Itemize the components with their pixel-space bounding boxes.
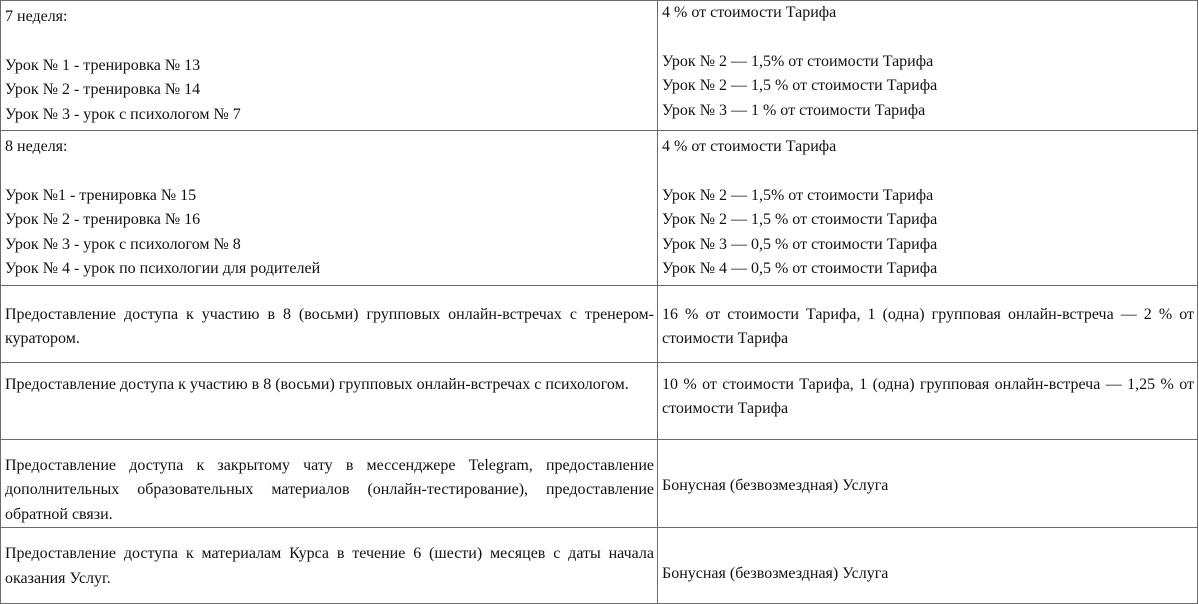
week-7-pricing-cell — [658, 1, 1198, 131]
week-price-heading: 4 % от стоимости Тарифа — [662, 4, 837, 21]
service-description: Предоставление доступа к материалам Курса в течение 6 (шести) месяцев с даты начала оказания Услуг. — [5, 545, 654, 587]
table-row — [1, 528, 1198, 604]
telegram-chat-description-cell — [1, 440, 658, 528]
trainer-meetings-price-cell — [658, 286, 1198, 363]
trainer-meetings-description-cell — [1, 286, 658, 363]
table-row — [1, 1, 1198, 131]
lesson-price-line: Урок № 2 — 1,5% от стоимости Тарифа — [662, 52, 934, 70]
service-price: 10 % от стоимости Тарифа, 1 (одна) групповая онлайн-встреча — 1,25 % от стоимости Тарифа — [662, 376, 1194, 418]
psychologist-meetings-price-cell — [658, 363, 1198, 440]
lesson-line: Урок № 1 - тренировка № 13 — [5, 56, 201, 74]
week-8-pricing-cell — [658, 131, 1198, 286]
lesson-line: Урок № 2 - тренировка № 16 — [5, 211, 201, 229]
week-8-lessons-cell — [1, 131, 658, 286]
lesson-price-line: Урок № 3 — 1 % от стоимости Тарифа — [662, 101, 926, 119]
lesson-line: Урок № 3 - урок с психологом № 8 — [5, 235, 241, 253]
table-row — [1, 440, 1198, 528]
lesson-price-line: Урок № 3 — 0,5 % от стоимости Тарифа — [662, 235, 938, 253]
service-price: 16 % от стоимости Тарифа, 1 (одна) групповая онлайн-встреча — 2 % от стоимости Тарифа — [662, 306, 1194, 348]
table-row — [1, 131, 1198, 286]
table-row — [1, 363, 1198, 440]
week-7-lessons-cell — [1, 1, 658, 131]
lesson-price-line: Урок № 4 — 0,5 % от стоимости Тарифа — [662, 260, 938, 278]
psychologist-meetings-description-cell — [1, 363, 658, 440]
table-row — [1, 286, 1198, 363]
lesson-price-line: Урок № 2 — 1,5 % от стоимости Тарифа — [662, 211, 938, 229]
lesson-line: Урок № 2 - тренировка № 14 — [5, 81, 201, 99]
lesson-price-line: Урок № 2 — 1,5 % от стоимости Тарифа — [662, 77, 938, 95]
service-description: Предоставление доступа к закрытому чату в мессенджере Telegram, предоставление дополнительных образовательных материалов (онлайн-тестирование), предоставление обратной связи. — [5, 457, 654, 523]
service-description: Предоставление доступа к участию в 8 (восьми) групповых онлайн-встречах с психологом. — [5, 376, 629, 393]
lesson-line: Урок № 3 - урок с психологом № 7 — [5, 105, 241, 123]
lesson-price-line: Урок № 2 — 1,5% от стоимости Тарифа — [662, 186, 934, 204]
week-price-heading: 4 % от стоимости Тарифа — [662, 138, 837, 155]
week-heading: 8 неделя: — [5, 138, 68, 155]
week-heading: 7 неделя: — [5, 8, 68, 25]
service-price: Бонусная (безвозмездная) Услуга — [662, 477, 889, 494]
course-materials-description-cell — [1, 528, 658, 604]
service-description: Предоставление доступа к участию в 8 (восьми) групповых онлайн-встречах с тренером-куратором. — [5, 306, 654, 348]
course-materials-price-cell — [658, 528, 1198, 604]
telegram-chat-price-cell — [658, 440, 1198, 528]
lesson-line: Урок № 4 - урок по психологии для родителей — [5, 260, 321, 278]
lesson-line: Урок №1 - тренировка № 15 — [5, 186, 197, 204]
service-price: Бонусная (безвозмездная) Услуга — [662, 565, 889, 583]
